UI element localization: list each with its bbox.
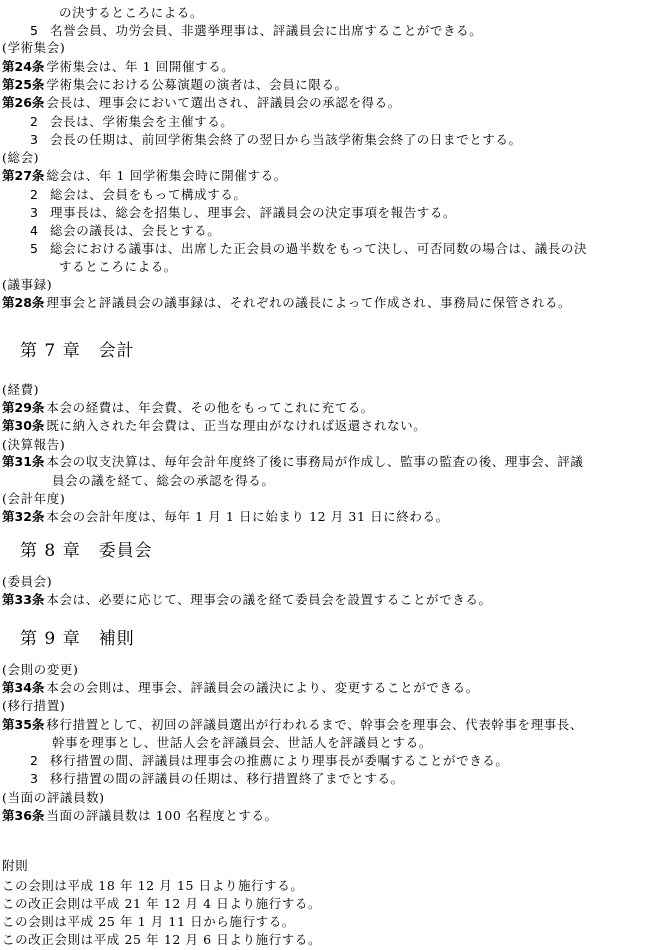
article-number: 第29条	[2, 400, 45, 415]
section-heading	[2, 789, 105, 807]
line-text: 会長の任期は、前回学術集会終了の翌日から当該学術集会終了の日までとする。	[50, 132, 522, 147]
article-number: 第26条	[2, 95, 45, 110]
paragraph	[30, 113, 233, 131]
article	[2, 716, 583, 734]
continuation-line	[52, 472, 274, 490]
line-text: この会則は平成 18 年 12 月 15 日より施行する。	[2, 878, 304, 893]
article-number: 第35条	[2, 717, 45, 732]
article-number: 第34条	[2, 680, 45, 695]
line-text: (議事録)	[2, 277, 53, 292]
paragraph-number: 3	[30, 205, 39, 220]
section-heading	[2, 149, 39, 167]
continuation-line	[52, 734, 432, 752]
line-text: 本会は、必要に応じて、理事会の議を経て委員会を設置することができる。	[46, 592, 492, 607]
article	[2, 294, 571, 312]
line-text: (委員会)	[2, 574, 53, 589]
line-text: 理事会と評議員会の議事録は、それぞれの議長によって作成され、事務局に保管される。	[46, 295, 572, 310]
line-text: 総会は、年 1 回学術集会時に開催する。	[46, 168, 287, 183]
section-heading	[2, 573, 52, 591]
article	[2, 591, 492, 609]
line-text: 総会における議事は、出席した正会員の過半数をもって決し、可否同数の場合は、議長の決	[50, 241, 588, 256]
paragraph-number: 2	[30, 114, 39, 129]
line-text: (会計年度)	[2, 491, 66, 506]
line-text: 移行措置の間、評議員は理事会の推薦により理事長が委嘱することができる。	[50, 753, 509, 768]
paragraph-number: 5	[30, 23, 39, 38]
line-text: 理事長は、総会を招集し、理事会、評議員会の決定事項を報告する。	[50, 205, 457, 220]
section-heading	[2, 661, 78, 679]
line-text: 既に納入された年会費は、正当な理由がなければ返還されない。	[46, 418, 427, 433]
article	[2, 417, 426, 435]
article	[2, 167, 287, 185]
line-text: 第 7 章 会計	[20, 341, 135, 361]
paragraph-number: 3	[30, 132, 39, 147]
line-text: (経費)	[2, 382, 40, 397]
article-number: 第25条	[2, 77, 45, 92]
effective-date-line	[2, 877, 303, 895]
article	[2, 508, 449, 526]
line-text: 学術集会は、年 1 回開催する。	[46, 59, 235, 74]
effective-date-line	[2, 931, 321, 949]
article-number: 第28条	[2, 295, 45, 310]
line-text: (決算報告)	[2, 437, 66, 452]
paragraph	[30, 752, 509, 770]
line-text: 本会の収支決算は、毎年会計年度終了後に事務局が作成し、監事の監査の後、理事会、評議	[46, 454, 584, 469]
line-text: この改正会則は平成 25 年 12 月 6 日より施行する。	[2, 932, 322, 947]
article-number: 第33条	[2, 592, 45, 607]
line-text: この改正会則は平成 21 年 12 月 4 日より施行する。	[2, 896, 322, 911]
line-text: 本会の会則は、理事会、評議員会の議決により、変更することができる。	[46, 680, 479, 695]
paragraph	[30, 22, 482, 40]
line-text: 総会の議長は、会長とする。	[50, 223, 221, 238]
line-text: 移行措置の間の評議員の任期は、移行措置終了までとする。	[50, 771, 404, 786]
line-text: (会則の変更)	[2, 662, 79, 677]
line-text: 会長は、学術集会を主催する。	[50, 114, 234, 129]
line-text: 会長は、理事会において選出され、評議員会の承認を得る。	[46, 95, 401, 110]
article-number: 第30条	[2, 418, 45, 433]
effective-date-line	[2, 913, 295, 931]
line-text: 学術集会における公募演題の演者は、会員に限る。	[46, 77, 348, 92]
paragraph-number: 2	[30, 753, 39, 768]
paragraph	[30, 222, 220, 240]
line-text: するところによる。	[59, 259, 177, 274]
paragraph	[30, 240, 587, 258]
article-number: 第27条	[2, 168, 45, 183]
article	[2, 399, 374, 417]
article	[2, 58, 234, 76]
line-text: 移行措置として、初回の評議員選出が行われるまで、幹事会を理事会、代表幹事を理事長、	[46, 717, 584, 732]
chapter-heading	[20, 540, 153, 562]
paragraph-number: 2	[30, 187, 39, 202]
line-text: 員会の議を経て、総会の承認を得る。	[52, 473, 275, 488]
continuation-line	[59, 4, 203, 22]
paragraph-number: 5	[30, 241, 39, 256]
paragraph	[30, 204, 456, 222]
line-text: 幹事を理事とし、世話人会を評議員会、世話人を評議員とする。	[52, 735, 432, 750]
effective-date-line	[2, 895, 321, 913]
article	[2, 453, 584, 471]
section-heading	[2, 436, 65, 454]
chapter-heading	[20, 340, 135, 362]
line-text: (移行措置)	[2, 698, 66, 713]
article-number: 第36条	[2, 808, 45, 823]
line-text: 附則	[2, 858, 29, 873]
line-text: (当面の評議員数)	[2, 790, 105, 805]
line-text: 当面の評議員数は 100 名程度とする。	[46, 808, 278, 823]
paragraph-number: 4	[30, 223, 39, 238]
article	[2, 679, 479, 697]
section-heading	[2, 381, 39, 399]
paragraph	[30, 770, 404, 788]
line-text: 第 9 章 補則	[20, 629, 135, 649]
section-heading	[2, 490, 65, 508]
section-heading	[2, 39, 65, 57]
line-text: (学術集会)	[2, 40, 66, 55]
section-heading	[2, 697, 65, 715]
supplementary-heading	[2, 857, 28, 875]
line-text: (総会)	[2, 150, 40, 165]
chapter-heading	[20, 628, 135, 650]
article	[2, 76, 348, 94]
line-text: この会則は平成 25 年 1 月 11 日から施行する。	[2, 914, 295, 929]
line-text: 本会の会計年度は、毎年 1 月 1 日に始まり 12 月 31 日に終わる。	[46, 509, 449, 524]
article	[2, 94, 401, 112]
article-number: 第24条	[2, 59, 45, 74]
section-heading	[2, 276, 52, 294]
article-number: 第31条	[2, 454, 45, 469]
line-text: 本会の経費は、年会費、その他をもってこれに充てる。	[46, 400, 374, 415]
paragraph-number: 3	[30, 771, 39, 786]
paragraph	[30, 186, 247, 204]
article-number: 第32条	[2, 509, 45, 524]
line-text: 総会は、会員をもって構成する。	[50, 187, 247, 202]
continuation-line	[59, 258, 177, 276]
line-text: の決するところによる。	[59, 5, 204, 20]
article	[2, 807, 278, 825]
line-text: 第 8 章 委員会	[20, 541, 153, 561]
paragraph	[30, 131, 522, 149]
line-text: 名誉会員、功労会員、非選挙理事は、評議員会に出席することができる。	[50, 23, 483, 38]
